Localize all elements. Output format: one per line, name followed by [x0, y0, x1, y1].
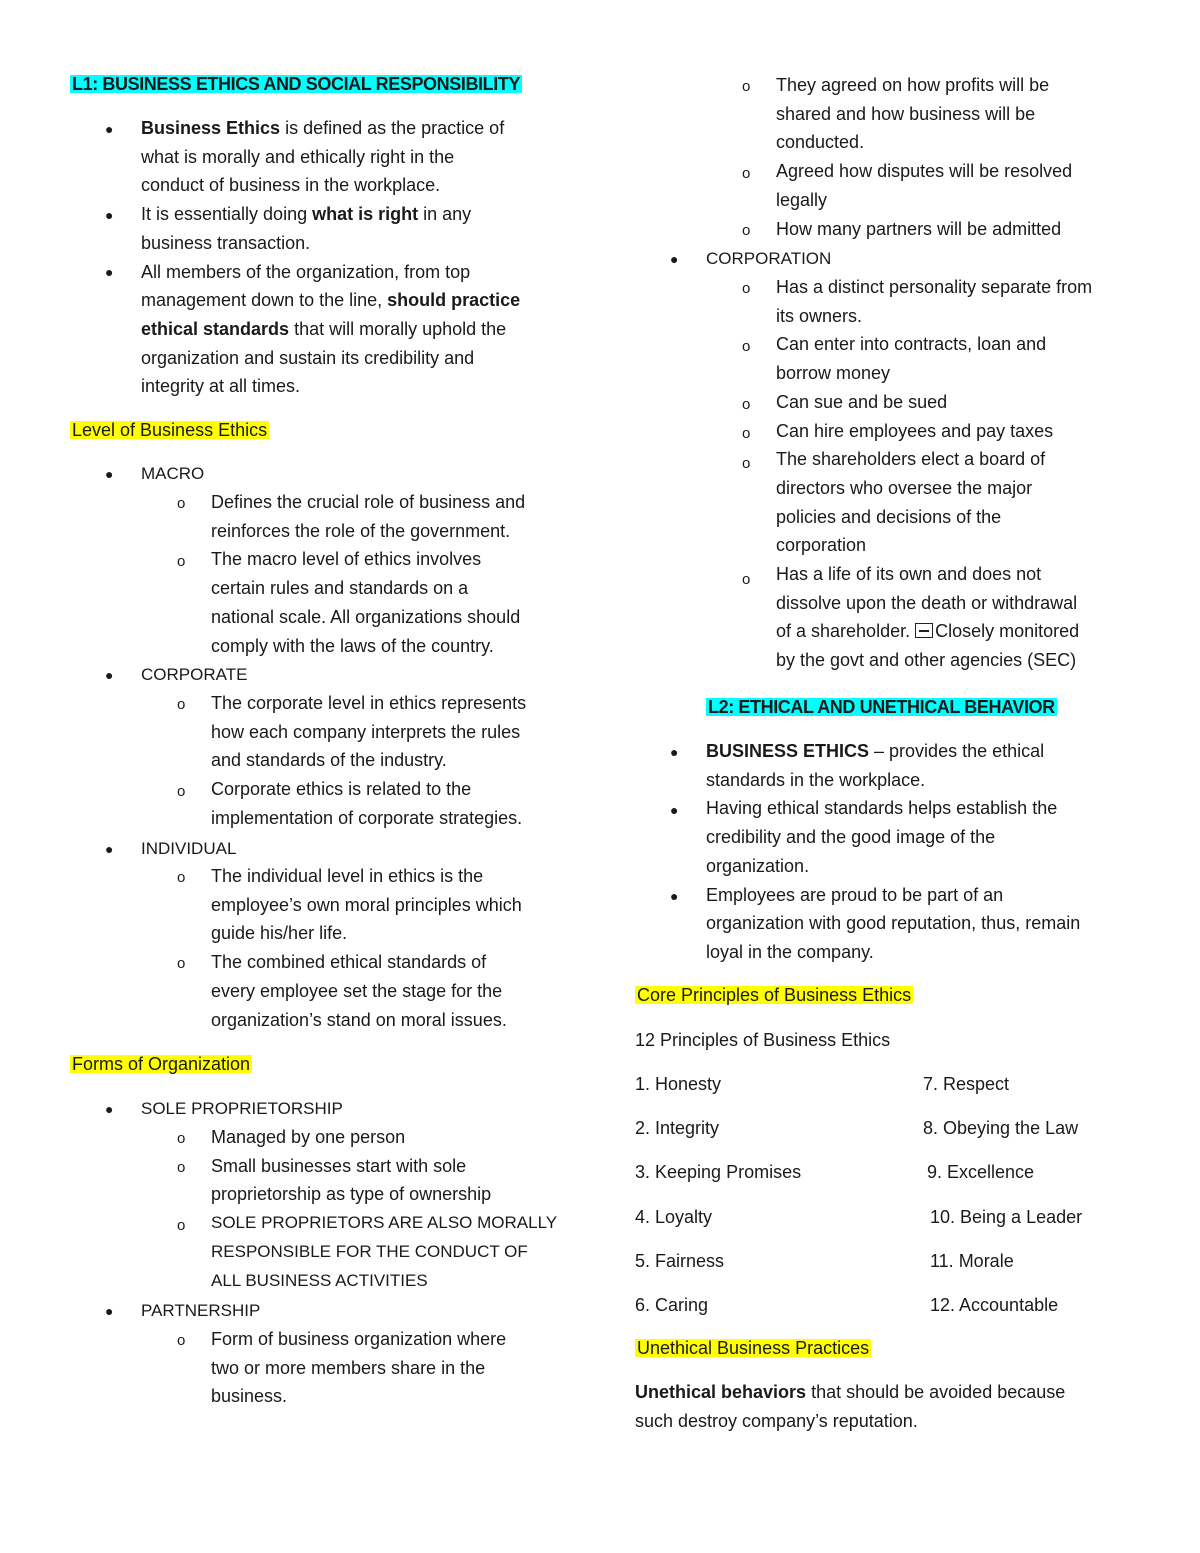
- text-line: and standards of the industry.: [211, 750, 447, 771]
- sub-bullet-icon: o: [177, 955, 186, 972]
- sub-bullet-icon: o: [177, 495, 186, 512]
- sub-bullet-icon: o: [742, 571, 751, 588]
- bullet-icon: ●: [105, 121, 114, 137]
- corporate-label: CORPORATE: [141, 665, 248, 684]
- text-line: how each company interprets the rules: [211, 721, 521, 742]
- text-line: Has a distinct personality separate from: [776, 277, 1093, 297]
- sub-bullet-icon: o: [742, 78, 751, 95]
- text-line: corporation: [776, 535, 867, 556]
- intro-line: Business Ethics is defined as the practice of: [141, 118, 505, 138]
- bullet-icon: ●: [670, 888, 679, 904]
- text-line: The corporate level in ethics represents: [211, 693, 527, 713]
- text-line: organization’s stand on moral issues.: [211, 1009, 507, 1030]
- text-line: business.: [211, 1386, 288, 1407]
- sub-bullet-icon: o: [742, 396, 751, 413]
- text-line: Unethical behaviors that should be avoided because: [635, 1382, 1066, 1402]
- text-line: two or more members share in the: [211, 1357, 486, 1378]
- twelve-principles-label: 12 Principles of Business Ethics: [635, 1030, 891, 1050]
- bullet-icon: ●: [670, 744, 679, 760]
- intro-line: business transaction.: [141, 232, 311, 253]
- principle-item: 6. Caring: [635, 1295, 709, 1315]
- individual-text: [211, 862, 522, 1034]
- text-line: shared and how business will be: [776, 103, 1036, 124]
- text-line: Managed by one person: [211, 1127, 406, 1147]
- principle-item: 8. Obeying the Law: [923, 1118, 1079, 1138]
- levels-heading: Level of Business Ethics: [72, 420, 268, 440]
- text-line: such destroy company’s reputation.: [635, 1410, 918, 1431]
- text-line: every employee set the stage for the: [211, 980, 503, 1001]
- corporation-label: CORPORATION: [706, 249, 832, 268]
- text-line: RESPONSIBLE FOR THE CONDUCT OF: [211, 1241, 528, 1261]
- text-line: Small businesses start with sole: [211, 1155, 467, 1176]
- macro-text: [211, 488, 525, 660]
- principle-item: 5. Fairness: [635, 1251, 725, 1271]
- intro-line: what is morally and ethically right in the: [141, 146, 455, 167]
- core-principles-heading: Core Principles of Business Ethics: [637, 985, 912, 1005]
- l2-text: [706, 737, 1080, 967]
- text-line: national scale. All organizations should: [211, 606, 521, 627]
- intro-line: It is essentially doing what is right in any: [141, 204, 472, 225]
- sub-bullet-icon: o: [742, 455, 751, 472]
- sub-bullet-icon: o: [177, 1159, 186, 1176]
- sub-bullet-icon: o: [177, 869, 186, 886]
- text-line: dissolve upon the death or withdrawal: [776, 592, 1078, 613]
- text-line: Can sue and be sued: [776, 391, 948, 412]
- sub-bullet-icon: o: [177, 553, 186, 570]
- principle-item: 11. Morale: [930, 1251, 1014, 1271]
- intro-line: management down to the line, should practice: [141, 290, 521, 311]
- text-line: Employees are proud to be part of an: [706, 884, 1004, 905]
- sub-bullet-icon: o: [177, 783, 186, 800]
- intro-line: All members of the organization, from top: [141, 261, 471, 282]
- principle-item: 4. Loyalty: [635, 1207, 713, 1227]
- text-line: Can enter into contracts, loan and: [776, 334, 1047, 355]
- text-line: organization with good reputation, thus, remain: [706, 913, 1081, 934]
- principle-item: 12. Accountable: [930, 1295, 1059, 1315]
- text-line: legally: [776, 189, 828, 210]
- text-line: Form of business organization where: [211, 1329, 507, 1349]
- text-line: SOLE PROPRIETORS ARE ALSO MORALLY: [211, 1213, 558, 1233]
- text-line: Having ethical standards helps establish the: [706, 798, 1058, 819]
- text-line: guide his/her life.: [211, 923, 348, 944]
- bullet-icon: ●: [105, 667, 114, 683]
- sub-bullet-icon: o: [742, 338, 751, 355]
- text-line: The combined ethical standards of: [211, 952, 487, 973]
- sub-bullet-icon: o: [742, 280, 751, 297]
- partnership-continued-text: [776, 71, 1072, 243]
- text-line: reinforces the role of the government.: [211, 520, 511, 541]
- intro-line: conduct of business in the workplace.: [141, 175, 441, 196]
- bullet-icon: ●: [670, 251, 679, 267]
- sub-bullet-icon: o: [742, 222, 751, 239]
- text-line: implementation of corporate strategies.: [211, 807, 523, 828]
- sub-bullet-icon: o: [177, 696, 186, 713]
- principle-item: 10. Being a Leader: [930, 1207, 1083, 1227]
- forms-heading: Forms of Organization: [72, 1054, 251, 1074]
- text-line: The macro level of ethics involves: [211, 549, 482, 570]
- text-line: organization.: [706, 855, 810, 876]
- intro-line: integrity at all times.: [141, 376, 301, 397]
- sole-label: SOLE PROPRIETORSHIP: [141, 1099, 343, 1118]
- bullet-icon: ●: [105, 841, 114, 857]
- sub-bullet-icon: o: [177, 1130, 186, 1147]
- text-line: Can hire employees and pay taxes: [776, 420, 1054, 441]
- partnership-text: [211, 1325, 506, 1411]
- sub-bullet-icon: o: [177, 1217, 186, 1234]
- principle-item: 3. Keeping Promises: [635, 1162, 802, 1182]
- bullet-icon: ●: [105, 466, 114, 482]
- text-line: comply with the laws of the country.: [211, 635, 494, 656]
- text-line: borrow money: [776, 363, 891, 384]
- text-line: directors who oversee the major: [776, 477, 1033, 498]
- bullet-icon: ●: [105, 264, 114, 280]
- principle-item: 2. Integrity: [635, 1118, 720, 1138]
- text-line: by the govt and other agencies (SEC): [776, 650, 1077, 671]
- text-line: Agreed how disputes will be resolved: [776, 161, 1073, 182]
- bullet-icon: ●: [105, 207, 114, 223]
- l2-title: L2: ETHICAL AND UNETHICAL BEHAVIOR: [708, 697, 1055, 717]
- individual-label: INDIVIDUAL: [141, 839, 237, 858]
- unethical-text: [635, 1378, 1065, 1435]
- text-line: standards in the workplace.: [706, 769, 926, 790]
- bullet-icon: ●: [105, 1101, 114, 1117]
- text-line: BUSINESS ETHICS – provides the ethical: [706, 741, 1045, 761]
- sole-text: [211, 1123, 557, 1295]
- text-line: proprietorship as type of ownership: [211, 1184, 492, 1205]
- bullet-icon: ●: [670, 802, 679, 818]
- unethical-heading: Unethical Business Practices: [637, 1338, 870, 1358]
- intro-line: organization and sustain its credibility and: [141, 347, 475, 368]
- corporate-text: [211, 689, 526, 833]
- sub-bullet-icon: o: [177, 1332, 186, 1349]
- text-line: employee’s own moral principles which: [211, 894, 522, 915]
- text-line: certain rules and standards on a: [211, 578, 469, 599]
- corporation-text: [776, 273, 1092, 675]
- text-line: policies and decisions of the: [776, 506, 1002, 527]
- text-line: of a shareholder. Closely monitored: [776, 621, 1080, 642]
- text-line: Defines the crucial role of business and: [211, 492, 526, 512]
- bullet-icon: ●: [105, 1303, 114, 1319]
- macro-label: MACRO: [141, 464, 205, 483]
- text-line: The shareholders elect a board of: [776, 449, 1046, 470]
- intro-line: ethical standards that will morally uphold the: [141, 318, 507, 339]
- intro-paragraphs: [141, 114, 520, 401]
- sub-bullet-icon: o: [742, 165, 751, 182]
- sub-bullet-icon: o: [742, 425, 751, 442]
- text-line: conducted.: [776, 132, 865, 153]
- text-line: The individual level in ethics is the: [211, 866, 484, 886]
- text-line: loyal in the company.: [706, 941, 874, 962]
- text-line: its owners.: [776, 305, 863, 326]
- text-line: Corporate ethics is related to the: [211, 779, 472, 800]
- l1-title: L1: BUSINESS ETHICS AND SOCIAL RESPONSIBILITY: [72, 74, 521, 94]
- principle-item: 9. Excellence: [927, 1162, 1035, 1182]
- text-line: Has a life of its own and does not: [776, 564, 1042, 585]
- text-line: credibility and the good image of the: [706, 827, 996, 848]
- placeholder-symbol-icon: [915, 623, 933, 638]
- principle-item: 7. Respect: [923, 1074, 1010, 1094]
- principle-item: 1. Honesty: [635, 1074, 722, 1094]
- text-line: ALL BUSINESS ACTIVITIES: [211, 1270, 428, 1290]
- text-line: They agreed on how profits will be: [776, 75, 1050, 95]
- text-line: How many partners will be admitted: [776, 218, 1062, 239]
- partnership-label: PARTNERSHIP: [141, 1301, 261, 1320]
